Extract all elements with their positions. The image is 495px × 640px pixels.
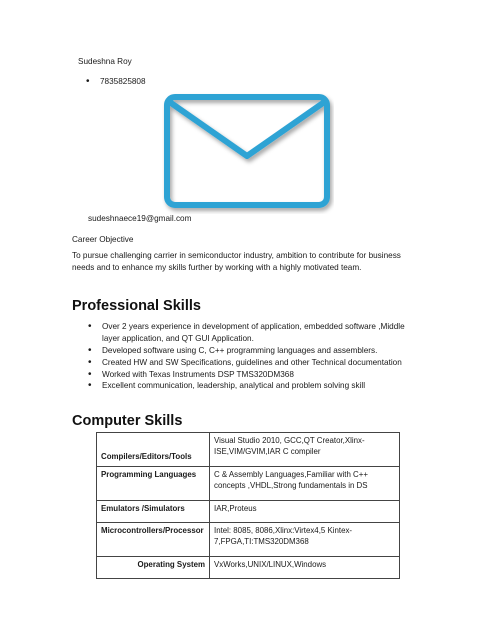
computer-skills-table [96,432,400,579]
phone-item [86,76,146,88]
professional-skills-heading: Professional Skills [72,298,201,314]
list-item: • Created HW and SW Specifications, guidelines and other Technical documentation [88,357,418,369]
row-value: Intel: 8085, 8086,Xlinx:Virtex4,5 Kintex-7,FPGA,TI:TMS320DM368 [210,523,400,557]
row-label: Programming Languages [97,467,210,501]
row-label: Compilers/Editors/Tools [97,433,210,467]
career-objective-title: Career Objective [72,235,134,244]
row-value: C & Assembly Languages,Familiar with C++ concepts ,VHDL,Strong fundamentals in DS [210,467,400,501]
row-label: Emulators /Simulators [97,501,210,523]
list-item: • Excellent communication, leadership, analytical and problem solving skill [88,380,418,392]
table-row [97,557,400,579]
row-label: Operating System [97,557,210,579]
table-row [97,433,400,467]
contact-list [86,76,146,88]
row-value: IAR,Proteus [210,501,400,523]
list-item: • Developed software using C, C++ programming languages and assemblers. [88,345,418,357]
career-objective-text: To pursue challenging carrier in semiconductor industry, ambition to contribute for business needs and to enhance my skills further by working with a highly motivated team. [72,251,401,272]
candidate-name: Sudeshna Roy [78,57,132,66]
professional-skills-list [88,321,418,392]
table-row [97,501,400,523]
envelope-icon [162,92,334,214]
phone-number: 7835825808 [100,77,146,86]
email-address: sudeshnaece19@gmail.com [88,214,192,223]
row-label: Microcontrollers/Processor [97,523,210,557]
computer-skills-heading: Computer Skills [72,413,183,429]
list-item: • Worked with Texas Instruments DSP TMS320DM368 [88,369,418,381]
table-row [97,467,400,501]
row-value: Visual Studio 2010, GCC,QT Creator,Xlinx-ISE,VIM/GVIM,IAR C compiler [210,433,400,467]
row-value: VxWorks,UNIX/LINUX,Windows [210,557,400,579]
table-row [97,523,400,557]
list-item: • Over 2 years experience in development of application, embedded software ,Middle layer application, and QT GUI Application. [88,321,418,345]
bullet-icon [86,76,100,88]
